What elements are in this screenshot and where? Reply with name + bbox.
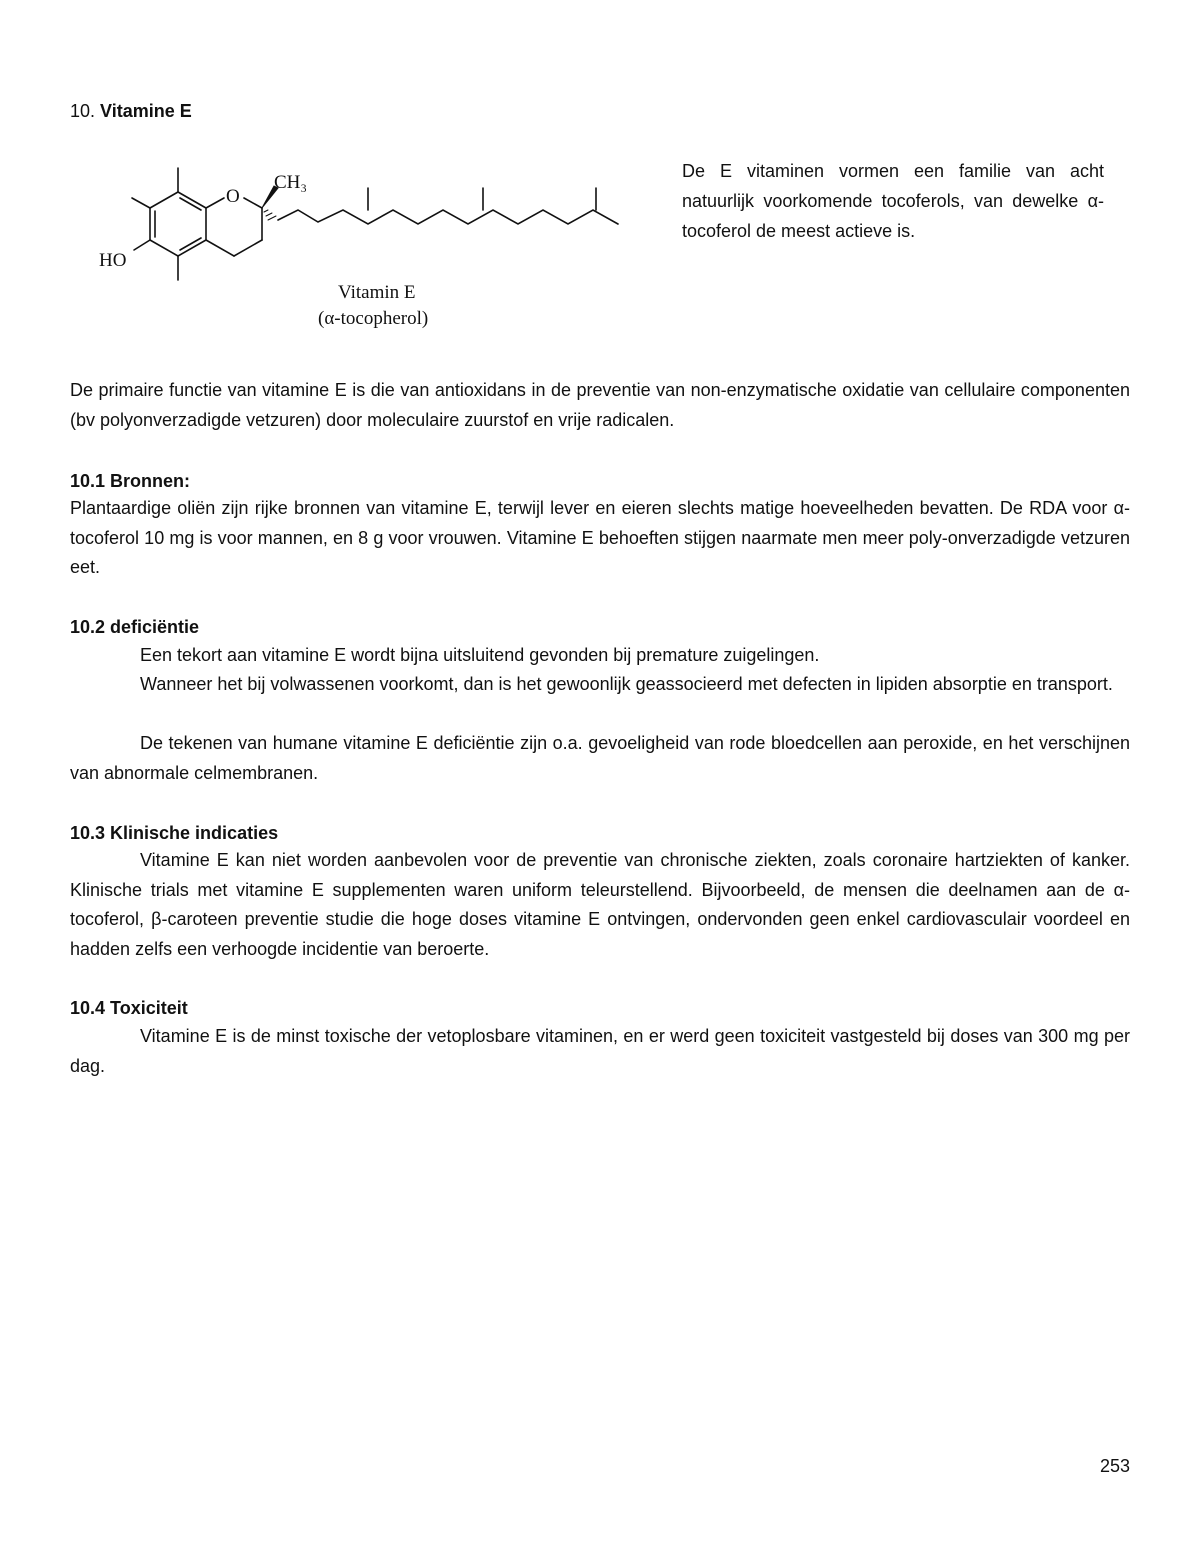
molecule-subname-label: (α-tocopherol) (318, 308, 429, 329)
page-number: 253 (1099, 1456, 1130, 1476)
ch3-label: CH₃ (274, 172, 308, 193)
heading-deficientie: 10.2 deficiëntie (70, 617, 200, 637)
intro-text: De E vitaminen vormen een familie van acht natuurlijk voorkomende tocoferols, van dewelke α-tocoferol de meest actieve is. (682, 161, 1104, 241)
document-page (70, 0, 1130, 1553)
ho-label: HO (99, 250, 127, 271)
molecule-bonds (132, 168, 618, 280)
paragraph-toxiciteit: Vitamine E is de minst toxische der vetoplosbare vitaminen, en er werd geen toxiciteit vastgesteld bij doses van 300 mg per dag. (70, 1026, 1130, 1076)
heading-bronnen: 10.1 Bronnen: (70, 471, 191, 491)
paragraph-deficientie-3: De tekenen van humane vitamine E deficiëntie zijn o.a. gevoeligheid van rode bloedcellen aan peroxide, en het verschijnen van abnormale celmembranen. (70, 733, 1130, 783)
heading-klinisch: 10.3 Klinische indicaties (70, 823, 279, 843)
paragraph-bronnen: Plantaardige oliën zijn rijke bronnen van vitamine E, terwijl lever en eieren slechts matige hoeveelheden bevatten. De RDA voor α-tocoferol 10 mg is voor mannen, en 8 g voor vrouwen. Vitamine E behoeften stijgen naarmate men meer poly-onverzadigde vetzuren eet. (70, 498, 1130, 577)
heading-toxiciteit: 10.4 Toxiciteit (70, 998, 188, 1018)
molecule-labels (99, 172, 428, 329)
oxygen-label: O (226, 186, 240, 207)
paragraph-deficientie-1: Een tekort aan vitamine E wordt bijna uitsluitend gevonden bij premature zuigelingen. (140, 645, 820, 665)
molecule-name-label: Vitamin E (338, 282, 416, 303)
paragraph-deficientie-2: Wanneer het bij volwassenen voorkomt, dan is het gewoonlijk geassocieerd met defecten in lipiden absorptie en transport. (140, 674, 1113, 694)
section-title-text: Vitamine E (100, 101, 192, 121)
paragraph-klinisch: Vitamine E kan niet worden aanbevolen voor de preventie van chronische ziekten, zoals coronaire hartziekten of kanker. Klinische trials met vitamine E supplementen waren uniform teleurstellend. Bijvoorbeeld, de mensen die deelnamen aan de α-tocoferol, β-caroteen preventie studie die hoge doses vitamine E ontvingen, ondervonden geen enkel cardiovasculair voordeel en hadden zelfs een verhoogde incidentie van beroerte. (70, 850, 1130, 959)
section-title (70, 100, 192, 122)
main-paragraph: De primaire functie van vitamine E is die van antioxidans in de preventie van non-enzymatische oxidatie van cellulaire componenten (bv polyonverzadigde vetzuren) door moleculaire zuurstof en vrije radicalen. (70, 380, 1130, 430)
section-number: 10. (70, 101, 96, 121)
vitamin-e-structure-diagram (98, 160, 658, 340)
